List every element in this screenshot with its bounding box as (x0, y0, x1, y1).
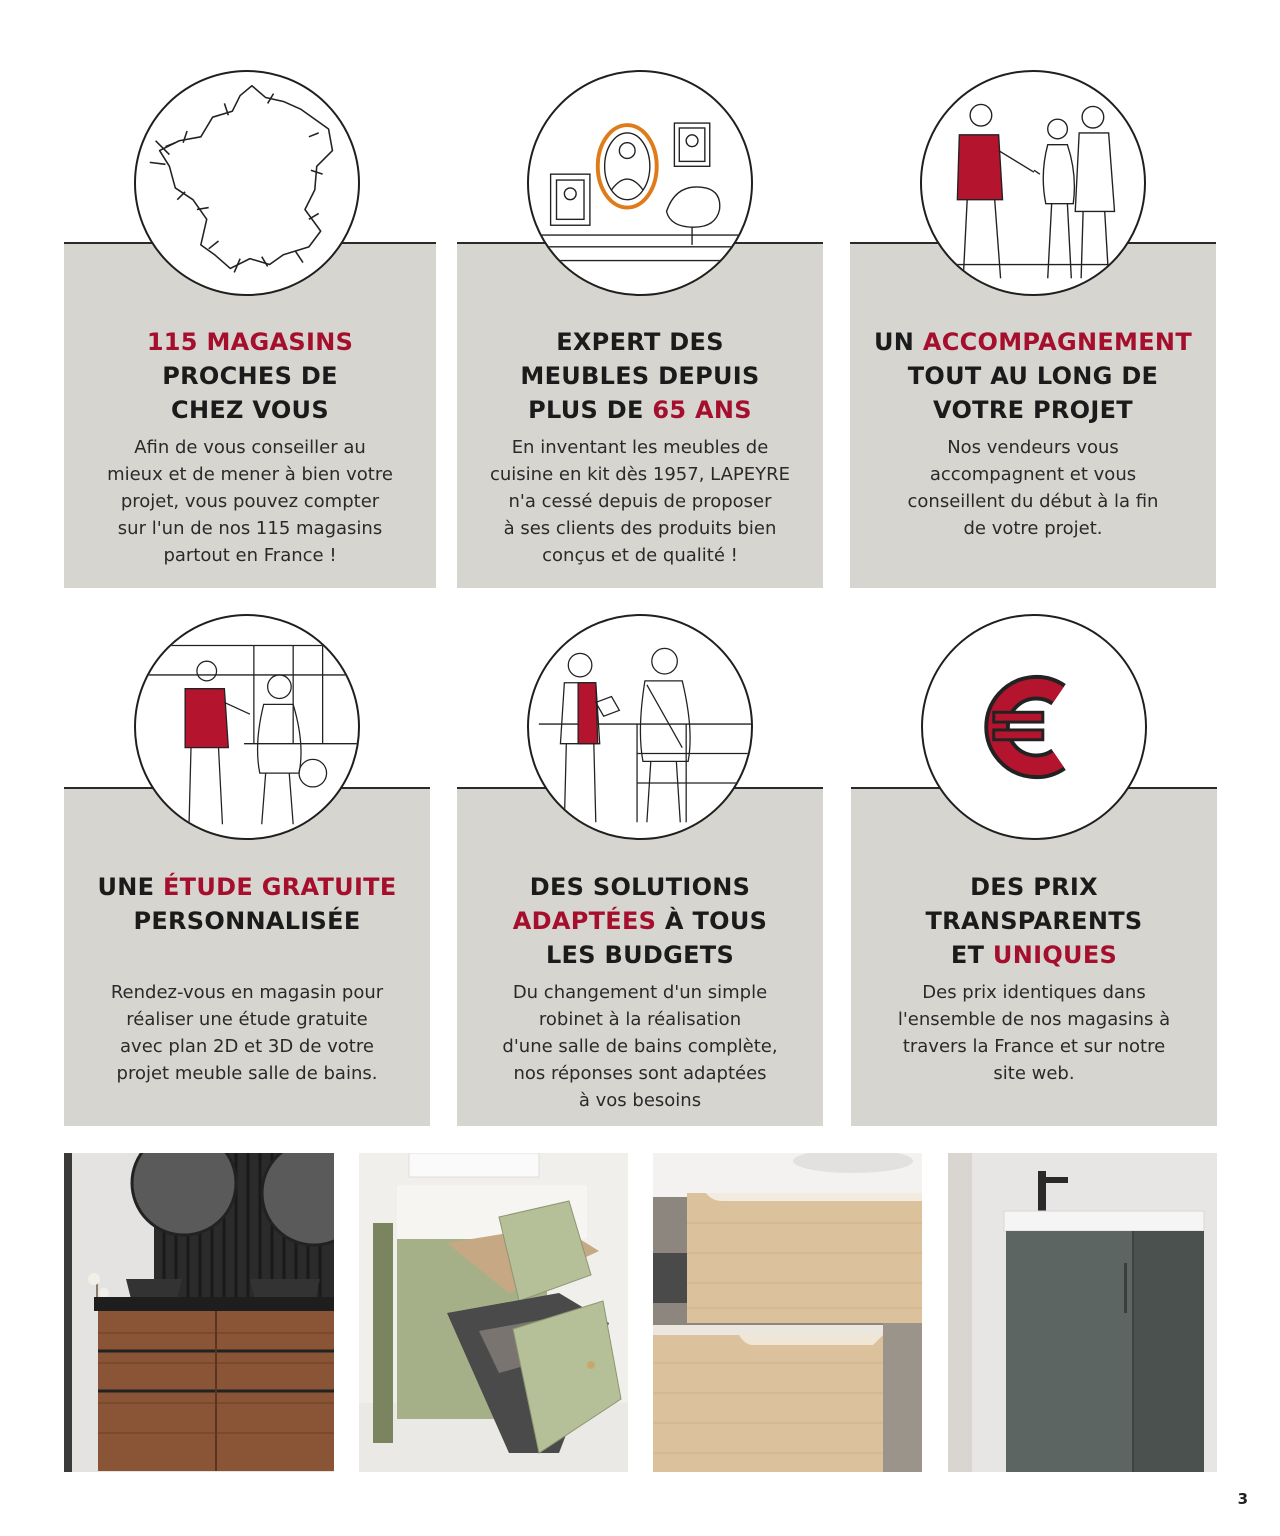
description-line: cuisine en kit dès 1957, LAPEYRE (489, 464, 790, 485)
description-line: d'une salle de bains complète, (502, 1036, 778, 1057)
description-line: Rendez-vous en magasin pour (110, 982, 384, 1003)
title-highlight: 65 ANS (652, 396, 752, 424)
description-line: l'ensemble de nos magasins à (897, 1009, 1171, 1030)
consultation-icon (527, 614, 753, 840)
page-number: 3 (1237, 1490, 1248, 1508)
title-line-3: CHEZ VOUS (171, 396, 329, 424)
description-line: mieux et de mener à bien votre (107, 464, 393, 485)
title-line-2: PROCHES DE (162, 362, 338, 390)
description-line: En inventant les meubles de (511, 437, 769, 458)
title-line-3: ET (950, 941, 993, 969)
description-line: travers la France et sur notre (902, 1036, 1166, 1057)
description-line: à ses clients des produits bien (503, 518, 777, 539)
description-line: à vos besoins (578, 1090, 702, 1111)
description-line: accompagnent et vous (929, 464, 1137, 485)
title-line-1: DES SOLUTIONS (529, 873, 751, 901)
title-line-3: VOTRE PROJET (933, 396, 1133, 424)
description-line: conseillent du début à la fin (907, 491, 1159, 512)
description-line: réaliser une étude gratuite (126, 1009, 368, 1030)
euro-icon (921, 614, 1147, 840)
design-study-icon (134, 614, 360, 840)
description-line: sur l'un de nos 115 magasins (117, 518, 383, 539)
title-highlight: UNIQUES (992, 941, 1118, 969)
title-highlight: ADAPTÉES (512, 907, 657, 935)
description-line: n'a cessé depuis de proposer (508, 491, 772, 512)
portrait-frames-icon (527, 70, 753, 296)
feature-card-free-study (64, 614, 430, 1126)
title-line-2: À TOUS (656, 907, 768, 935)
title-line-3: PLUS DE (528, 396, 653, 424)
title-highlight: ACCOMPAGNEMENT (922, 328, 1192, 356)
title-line-1: 115 MAGASINS (146, 328, 354, 356)
feature-card-stores (64, 70, 436, 588)
title-line-1: UNE (97, 873, 163, 901)
description-line: Des prix identiques dans (922, 982, 1146, 1003)
title-line-2: MEUBLES DEPUIS (520, 362, 760, 390)
description-line: site web. (993, 1063, 1075, 1084)
description-line: de votre projet. (963, 518, 1103, 539)
oak-drawers-closeup-photo (653, 1153, 922, 1472)
feature-card-prices (851, 614, 1217, 1126)
title-line-2: TRANSPARENTS (925, 907, 1143, 935)
description-line: nos réponses sont adaptées (513, 1063, 767, 1084)
feature-card-expert (457, 70, 823, 588)
description-line: conçus et de qualité ! (542, 545, 738, 566)
feature-card-support (850, 70, 1216, 588)
description-line: avec plan 2D et 3D de votre (120, 1036, 374, 1057)
feature-card-solutions (457, 614, 823, 1126)
description-line: Nos vendeurs vous (947, 437, 1119, 458)
title-line-3: LES BUDGETS (545, 941, 735, 969)
walnut-double-vanity-photo (64, 1153, 334, 1472)
title-line-1: DES PRIX (970, 873, 1098, 901)
handshake-icon (920, 70, 1146, 296)
description-line: projet, vous pouvez compter (120, 491, 380, 512)
title-line-2: PERSONNALISÉE (133, 907, 361, 935)
description-line: Afin de vous conseiller au (134, 437, 366, 458)
description-line: partout en France ! (163, 545, 337, 566)
title-line-1: EXPERT DES (556, 328, 724, 356)
title-line-2: TOUT AU LONG DE (907, 362, 1159, 390)
france-map-icon (134, 70, 360, 296)
grey-compact-vanity-photo (948, 1153, 1217, 1472)
green-drawer-vanity-photo (359, 1153, 628, 1472)
description-line: Du changement d'un simple (512, 982, 768, 1003)
description-line: robinet à la réalisation (538, 1009, 742, 1030)
description-line: projet meuble salle de bains. (116, 1063, 378, 1084)
title-line-1: UN (873, 328, 923, 356)
title-highlight: ÉTUDE GRATUITE (162, 873, 397, 901)
